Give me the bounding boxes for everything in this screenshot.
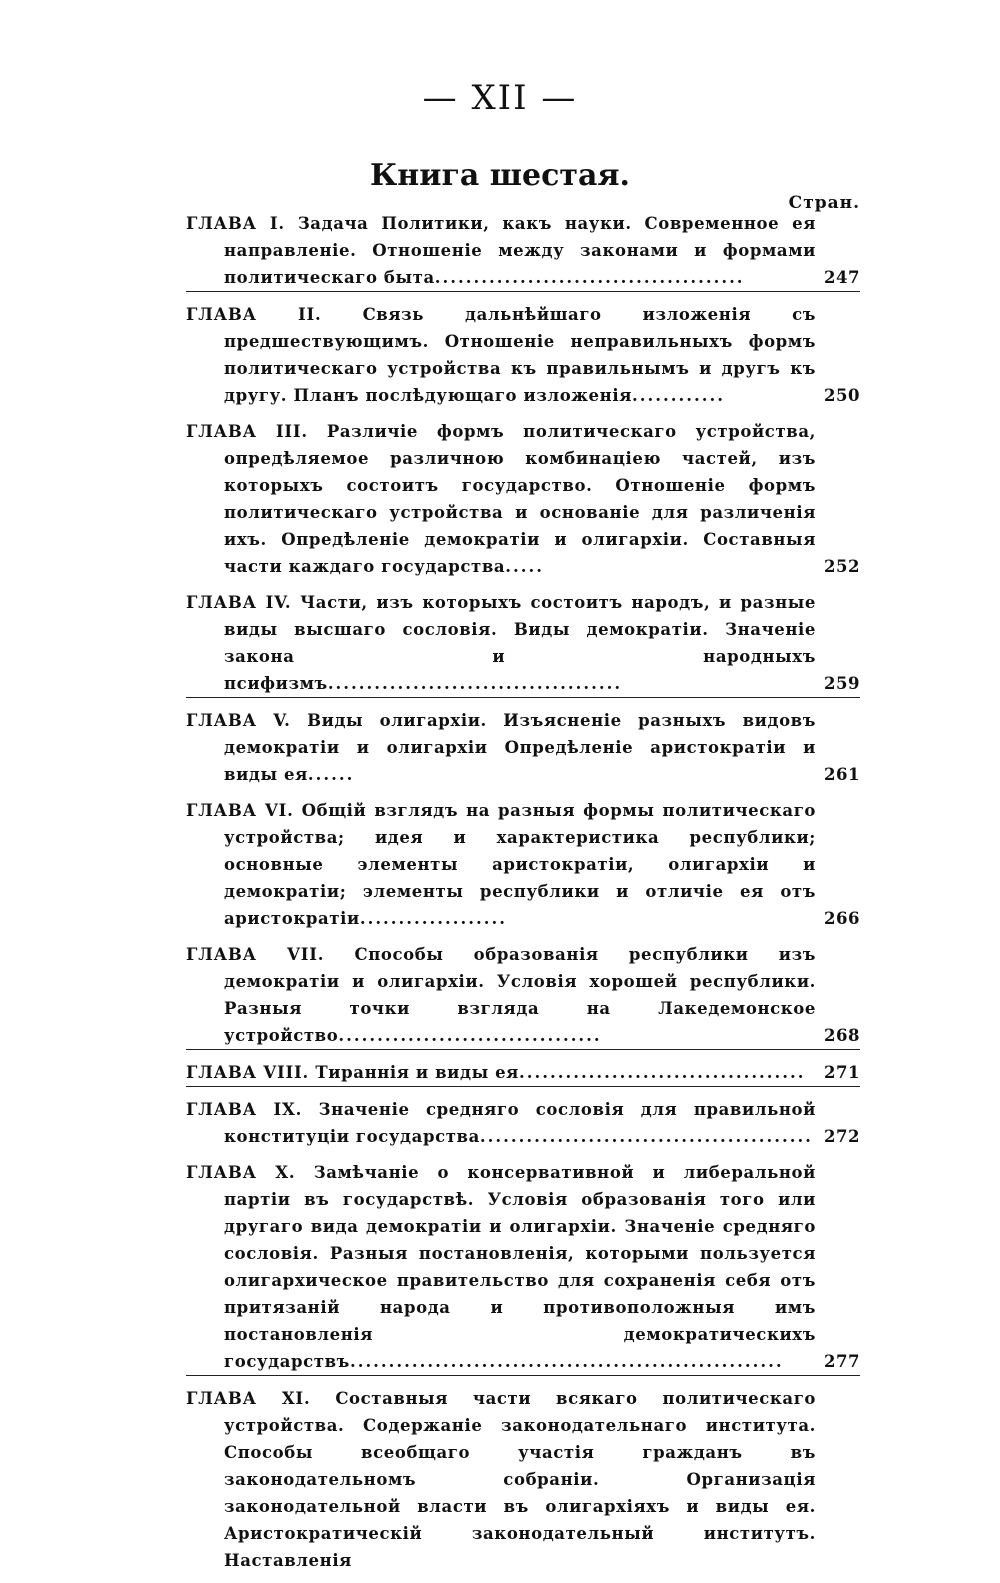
page-number: — XII — bbox=[422, 78, 578, 118]
book-title: Книга шестая. bbox=[370, 158, 630, 193]
dot-leader: ........................................... bbox=[479, 1127, 813, 1146]
chapter-text: Составныя части всякаго политическаго устройства. Содержаніе законодательнаго института. Способы всеобщаго участія гражданъ въ законодательномъ собраніи. Организація законодательной власти въ олигархіяхъ и виды ея. Аристократическій законодательный институтъ. Наставленія bbox=[224, 1389, 817, 1570]
toc-entry bbox=[186, 1159, 860, 1376]
toc-entry bbox=[186, 589, 860, 698]
chapter-label: ГЛАВА IX. bbox=[186, 1100, 303, 1119]
chapter-label: ГЛАВА VIII. bbox=[186, 1063, 310, 1082]
chapter-label: ГЛАВА VI. bbox=[186, 801, 294, 820]
chapter-label: ГЛАВА VII. bbox=[186, 945, 325, 964]
table-of-contents bbox=[186, 210, 860, 1583]
page-ref: 247 bbox=[824, 268, 860, 287]
toc-entry bbox=[186, 301, 860, 409]
chapter-text: Способы образованія республики изъ демократіи и олигархіи. Условія хорошей республики. Разныя точки взгляда на Лакедемонское устройство bbox=[224, 945, 816, 1045]
page-column-header: Стран. bbox=[788, 193, 860, 213]
chapter-text: Виды олигархіи. Изъясненіе разныхъ видовъ демократіи и олигархіи Опредѣленіе аристократіи и виды ея bbox=[224, 711, 816, 784]
chapter-text: Замѣчаніе о консервативной и либеральной партіи въ государствѣ. Условія образованія того или другаго вида демократіи и олигархіи. Значеніе средняго сословія. Разныя постановленія, которыми пользуется олигархическое правительство для сохраненія себя отъ притязаній народа и противоположныя имъ постановленія демократическихъ государствъ bbox=[224, 1163, 816, 1371]
chapter-label: ГЛАВА V. bbox=[186, 711, 291, 730]
dot-leader: ...... bbox=[307, 765, 355, 784]
chapter-label: ГЛАВА IV. bbox=[186, 593, 292, 612]
chapter-text: Части, изъ которыхъ состоитъ народъ, и разные виды высшаго сословія. Виды демократіи. Значеніе закона и народныхъ псифизмъ bbox=[224, 593, 816, 693]
chapter-label: ГЛАВА II. bbox=[186, 305, 322, 324]
toc-entry bbox=[186, 1385, 860, 1574]
page-ref: 266 bbox=[824, 909, 860, 928]
chapter-label: ГЛАВА XI. bbox=[186, 1389, 311, 1408]
page-ref: 250 bbox=[824, 386, 860, 405]
dot-leader: ............ bbox=[632, 386, 725, 405]
page-ref: 272 bbox=[824, 1127, 860, 1146]
page-ref: 252 bbox=[824, 557, 860, 576]
toc-entry bbox=[186, 1096, 860, 1150]
page-ref: 271 bbox=[824, 1063, 860, 1082]
dot-leader: ........................................................ bbox=[349, 1352, 784, 1371]
dot-leader: ...................................... bbox=[327, 674, 623, 693]
toc-entry bbox=[186, 941, 860, 1050]
toc-entry bbox=[186, 707, 860, 788]
chapter-label: ГЛАВА I. bbox=[186, 214, 285, 233]
chapter-label: ГЛАВА X. bbox=[186, 1163, 296, 1182]
chapter-text: Различіе формъ политическаго устройства, опредѣляемое различною комбинаціею частей, изъ которыхъ состоитъ государство. Отношеніе формъ политическаго устройства и основаніе для различенія ихъ. Опредѣленіе демократіи и олигархіи. Составныя части каждаго государства bbox=[224, 422, 816, 576]
chapter-text: Тираннія и виды ея bbox=[315, 1063, 519, 1082]
chapter-text: Общій взглядъ на разныя формы политическаго устройства; идея и характеристика республики; основные элементы аристократіи, олигархіи и демократіи; элементы республики и отличіе ея отъ аристократіи bbox=[224, 801, 817, 928]
toc-entry bbox=[186, 418, 860, 580]
chapter-text: Задача Политики, какъ науки. Современное ея направленіе. Отношеніе между законами и формами политическаго быта bbox=[224, 214, 816, 287]
chapter-label: ГЛАВА III. bbox=[186, 422, 308, 441]
dot-leader: ..................................... bbox=[518, 1063, 806, 1082]
page-ref: 277 bbox=[824, 1352, 860, 1371]
page-ref: 268 bbox=[824, 1026, 860, 1045]
dot-leader: .................................. bbox=[338, 1026, 602, 1045]
page-ref: 261 bbox=[824, 765, 860, 784]
chapter-text: Значеніе средняго сословія для правильной конституціи государства bbox=[224, 1100, 816, 1146]
toc-entry bbox=[186, 797, 860, 932]
toc-entry bbox=[186, 1059, 860, 1087]
dot-leader: ........................................ bbox=[434, 268, 745, 287]
chapter-text: Связь дальнѣйшаго изложенія съ предшествующимъ. Отношеніе неправильныхъ формъ политическаго устройства къ правильнымъ и другъ къ другу. Планъ послѣдующаго изложенія bbox=[224, 305, 816, 405]
dot-leader: ..... bbox=[505, 557, 544, 576]
toc-entry bbox=[186, 210, 860, 292]
page-ref: 259 bbox=[824, 674, 860, 693]
dot-leader: ................... bbox=[359, 909, 507, 928]
